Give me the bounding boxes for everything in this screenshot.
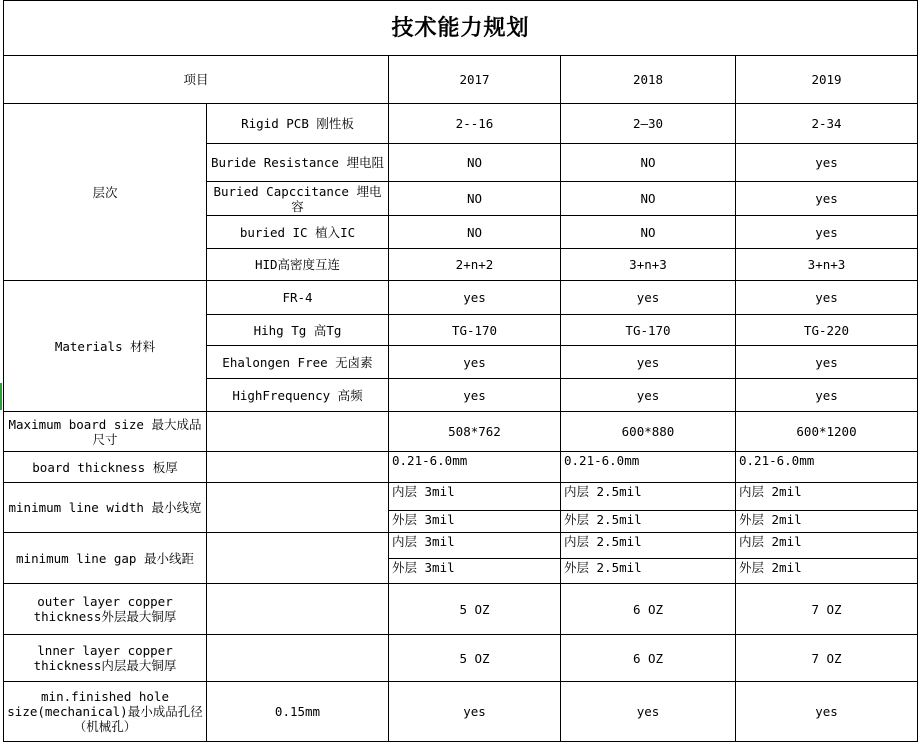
cell-2019: TG-220 [736,315,918,346]
cell-2018: 600*880 [561,412,736,452]
cell-inner-2017: 内层 3mil [389,533,561,559]
cell-2017: TG-170 [389,315,561,346]
header-2018: 2018 [561,56,736,104]
cell-2018: yes [561,346,736,379]
cell-2019: yes [736,379,918,412]
cell-2017: 2--16 [389,104,561,144]
cell-2018: 6 OZ [561,635,736,682]
cell-2017: 5 OZ [389,584,561,635]
header-item: 项目 [4,56,389,104]
row-label: buried IC 植入IC [207,216,389,249]
row-sub [207,412,389,452]
cell-inner-2019: 内层 2mil [736,483,918,511]
cell-outer-2018: 外层 2.5mil [561,559,736,584]
row-sub [207,452,389,483]
cell-2017: NO [389,182,561,216]
cell-2017: 5 OZ [389,635,561,682]
cell-2018: NO [561,216,736,249]
cell-inner-2018: 内层 2.5mil [561,483,736,511]
cell-2019: 2-34 [736,104,918,144]
row-label: minimum line gap 最小线距 [4,533,207,584]
cell-2017: yes [389,682,561,742]
row-label: FR-4 [207,281,389,315]
cell-2019: yes [736,682,918,742]
row-label: Hihg Tg 高Tg [207,315,389,346]
row-sub [207,533,389,584]
cell-outer-2019: 外层 2mil [736,511,918,533]
row-label: minimum line width 最小线宽 [4,483,207,533]
cell-2018: 6 OZ [561,584,736,635]
row-sub: 0.15mm [207,682,389,742]
row-label: Rigid PCB 刚性板 [207,104,389,144]
cell-inner-2018: 内层 2.5mil [561,533,736,559]
row-label: min.finished hole size(mechanical)最小成品孔径（机械孔） [4,682,207,742]
capability-table [3,0,918,742]
cell-2019: 600*1200 [736,412,918,452]
spreadsheet [3,0,918,742]
cell-2018: NO [561,144,736,182]
cell-outer-2019: 外层 2mil [736,559,918,584]
cell-2018: NO [561,182,736,216]
cell-2017: NO [389,144,561,182]
cell-2017: 508*762 [389,412,561,452]
cell-2019: 7 OZ [736,635,918,682]
header-2017: 2017 [389,56,561,104]
cell-inner-2019: 内层 2mil [736,533,918,559]
cell-2018: TG-170 [561,315,736,346]
group-layers: 层次 [4,104,207,281]
row-label: lnner layer copper thickness内层最大铜厚 [4,635,207,682]
cell-2018: yes [561,682,736,742]
cell-outer-2017: 外层 3mil [389,559,561,584]
cell-2019: 7 OZ [736,584,918,635]
cell-2018: yes [561,379,736,412]
cell-2017: NO [389,216,561,249]
row-label: board thickness 板厚 [4,452,207,483]
row-label: HighFrequency 高频 [207,379,389,412]
cell-2019: yes [736,346,918,379]
row-label: Maximum board size 最大成品尺寸 [4,412,207,452]
cell-2019: yes [736,281,918,315]
cell-2019: yes [736,216,918,249]
cell-2017: 0.21-6.0mm [389,452,561,483]
cell-2019: yes [736,182,918,216]
row-label: Buride Resistance 埋电阻 [207,144,389,182]
row-label: Ehalongen Free 无卤素 [207,346,389,379]
row-sub [207,483,389,533]
cell-2017: yes [389,379,561,412]
cell-2018: yes [561,281,736,315]
cell-2018: 2—30 [561,104,736,144]
selection-marker [0,383,2,410]
row-sub [207,584,389,635]
cell-outer-2017: 外层 3mil [389,511,561,533]
page-title: 技术能力规划 [4,1,918,56]
cell-2017: yes [389,346,561,379]
cell-2018: 3+n+3 [561,249,736,281]
cell-2017: 2+n+2 [389,249,561,281]
row-label: outer layer copper thickness外层最大铜厚 [4,584,207,635]
row-sub [207,635,389,682]
cell-2019: 0.21-6.0mm [736,452,918,483]
cell-2018: 0.21-6.0mm [561,452,736,483]
group-materials: Materials 材料 [4,281,207,412]
cell-inner-2017: 内层 3mil [389,483,561,511]
cell-outer-2018: 外层 2.5mil [561,511,736,533]
cell-2017: yes [389,281,561,315]
cell-2019: 3+n+3 [736,249,918,281]
row-label: Buried Capccitance 埋电容 [207,182,389,216]
header-2019: 2019 [736,56,918,104]
cell-2019: yes [736,144,918,182]
row-label: HID高密度互连 [207,249,389,281]
